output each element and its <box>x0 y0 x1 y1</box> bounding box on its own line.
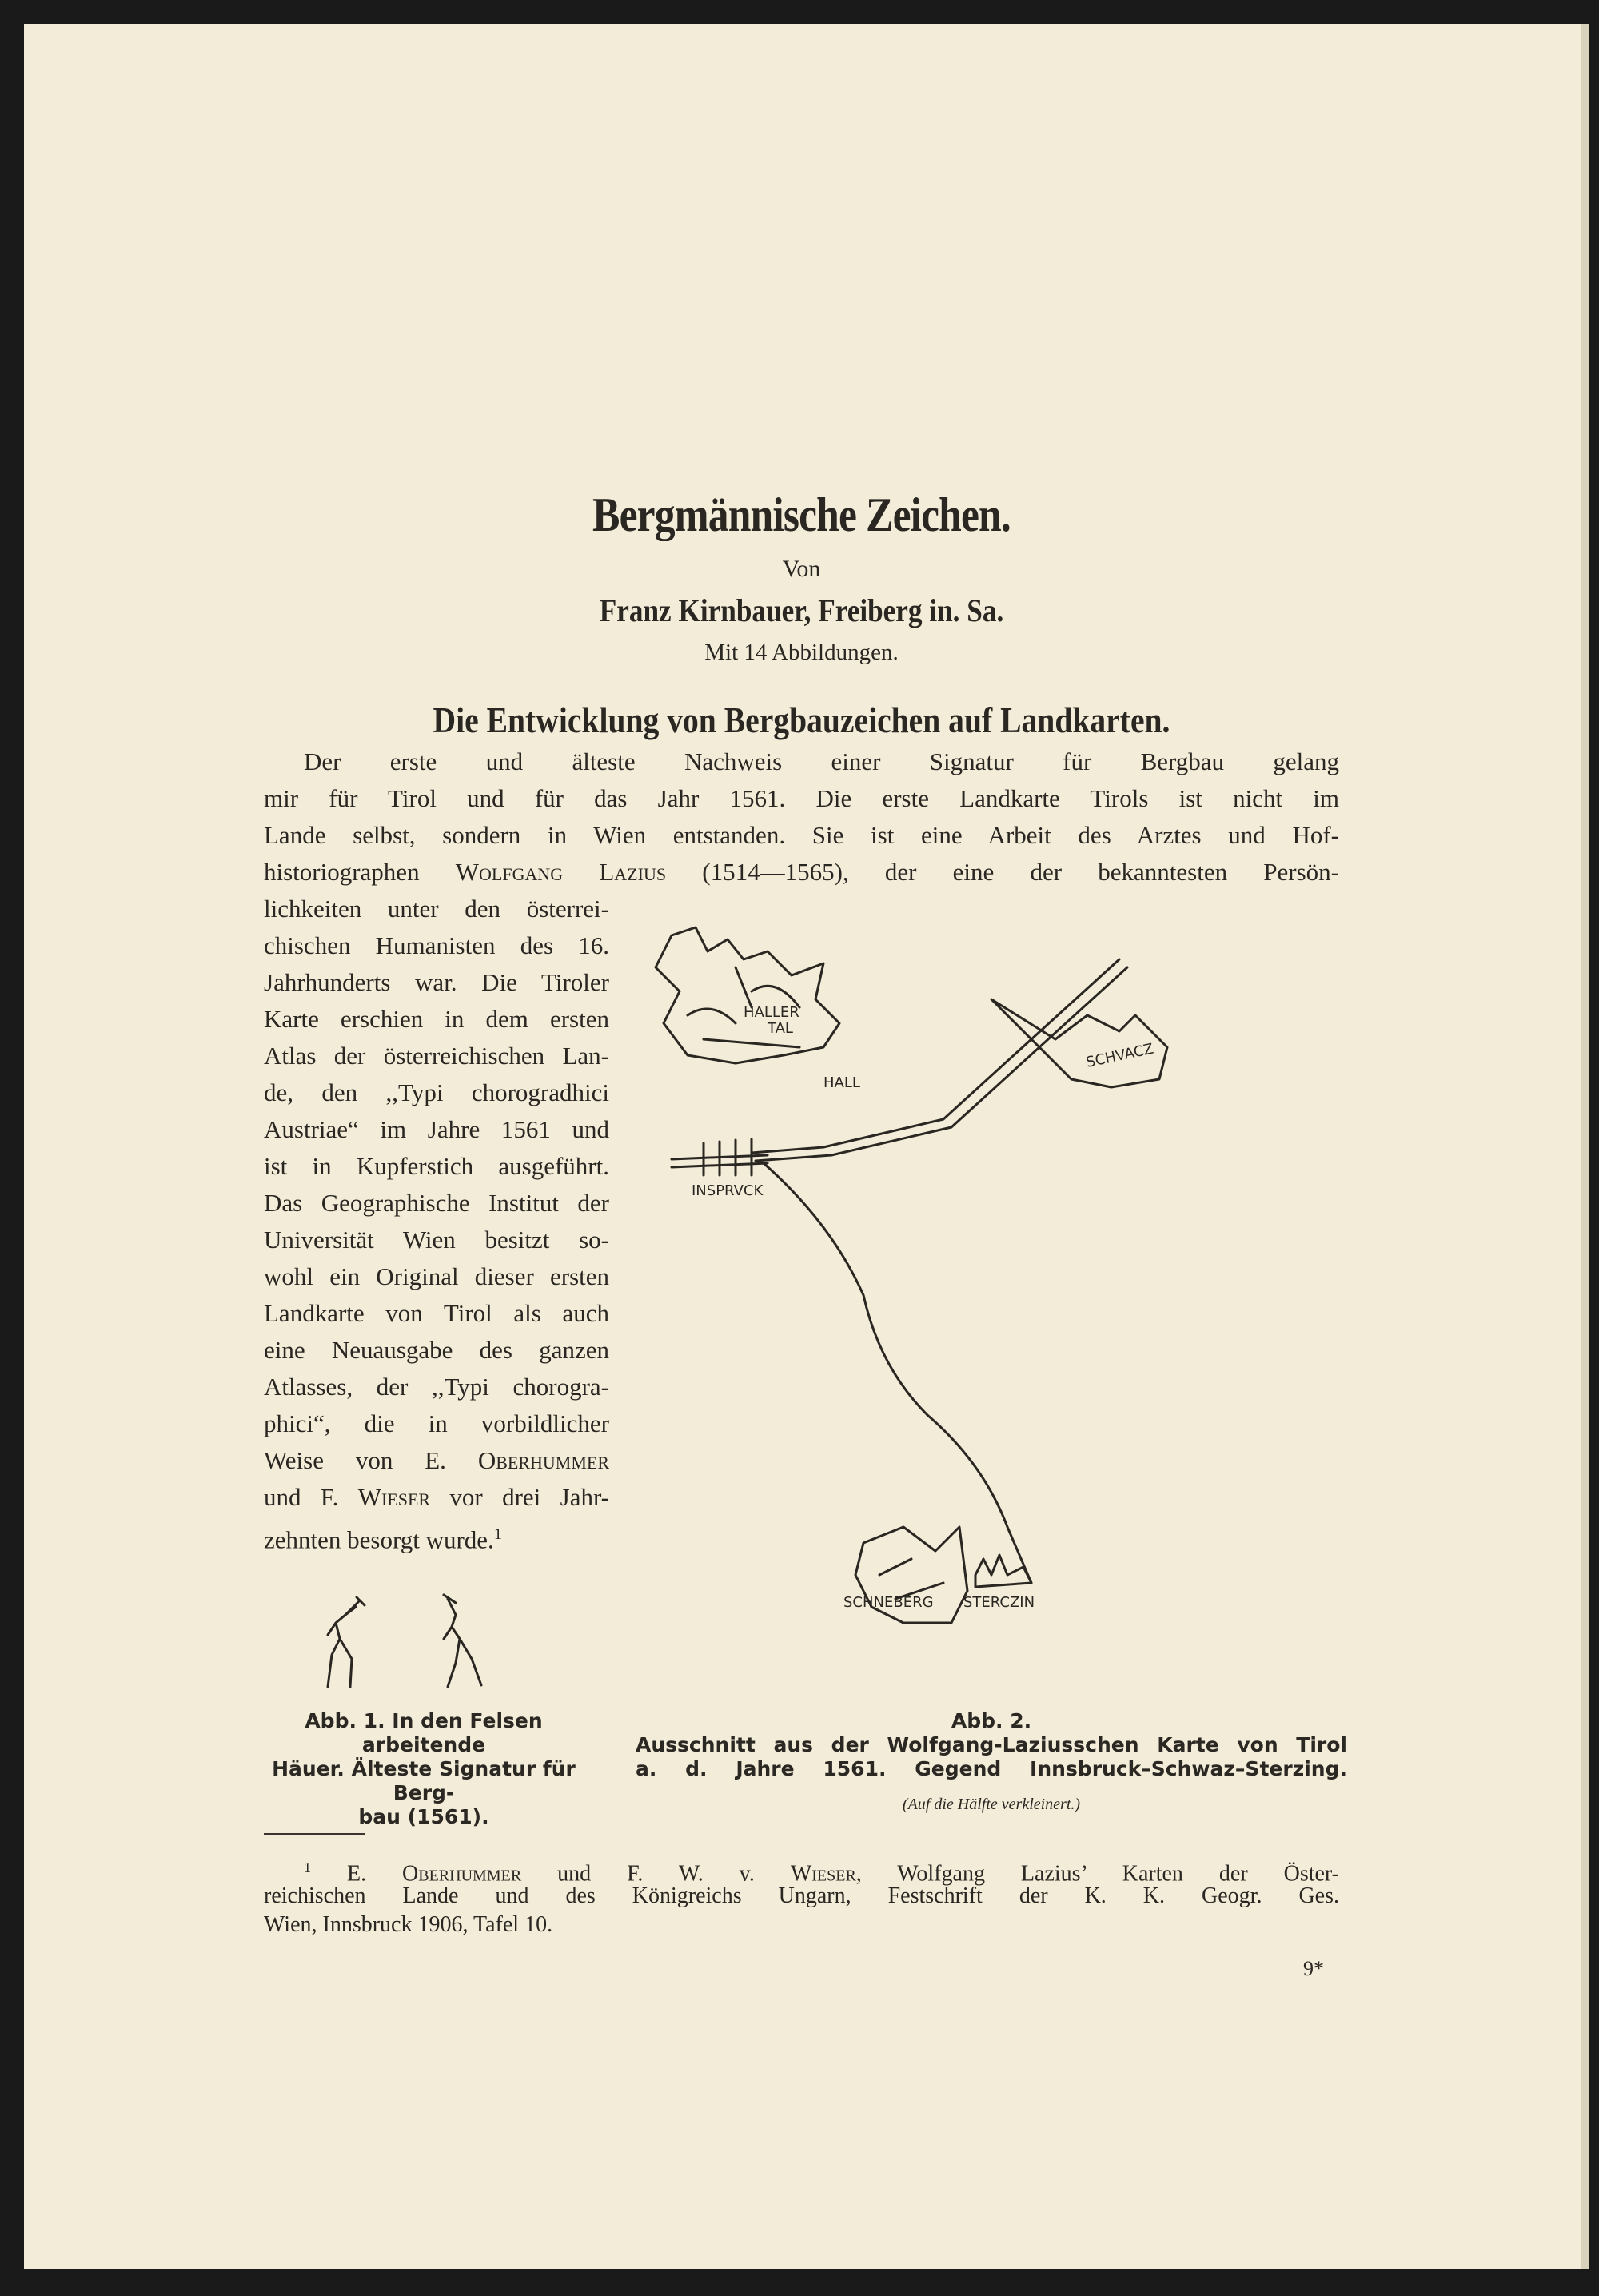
map-label-innsbruck: INSPRVCK <box>692 1182 764 1199</box>
body-line: phici“, die in vorbildlicher <box>264 1409 609 1437</box>
figure-2-scale-note: (Auf die Hälfte verkleinert.) <box>902 1796 1081 1813</box>
body-line: Jahrhunderts war. Die Tiroler <box>264 968 609 996</box>
body-line: Landkarte von Tirol als auch <box>264 1299 609 1327</box>
body-full-width <box>264 743 1339 891</box>
map-label-schneeberg: SCHNEBERG <box>843 1594 934 1611</box>
figures-note: Mit 14 Abbildungen. <box>704 640 899 665</box>
body-line: Atlasses, der ,,Typi chorogra- <box>264 1373 609 1401</box>
caption-label: Abb. 2. <box>951 1709 1032 1732</box>
figure-1-caption <box>240 1709 608 1829</box>
author: Franz Kirnbauer, Freiberg in. Sa. <box>599 592 1004 628</box>
caption-line: Ausschnitt aus der Wolfgang-Laziusschen Karte von Tirol <box>636 1733 1347 1756</box>
figure-1-miners-drawing <box>296 1591 520 1695</box>
body-line: lichkeiten unter den österrei- <box>264 895 609 923</box>
article-title: Bergmännische Zeichen. <box>592 488 1011 541</box>
map-label-haller: HALLER <box>744 1004 800 1021</box>
text: historiographen <box>264 858 456 886</box>
text: zehnten besorgt wurde. <box>264 1525 494 1554</box>
text: Weise von E. <box>264 1446 478 1474</box>
person-name: Wieser <box>357 1483 431 1511</box>
text: E. <box>346 1861 403 1887</box>
person-name: Wieser <box>790 1861 856 1887</box>
map-label-hall: HALL <box>823 1074 860 1091</box>
person-name: Oberhummer <box>477 1446 609 1474</box>
body-line: Universität Wien besitzt so- <box>264 1226 609 1254</box>
caption-line: Häuer. Älteste Signatur für Berg- <box>272 1757 576 1804</box>
body-line: chischen Humanisten des 16. <box>264 931 609 959</box>
footnote-line: reichischen Lande und des Königreichs Ungarn, Festschrift der K. K. Geogr. Ges. <box>264 1883 1339 1908</box>
body-line: de, den ,,Typi chorogradhici <box>264 1078 609 1106</box>
text: vor drei Jahr- <box>430 1483 609 1511</box>
figure-2-map-drawing <box>640 919 1351 1655</box>
text: (1514—1565), der eine der bekanntesten Persön- <box>666 858 1340 886</box>
page-number: 9* <box>1303 1957 1324 1980</box>
text: und F. W. v. <box>521 1861 791 1887</box>
body-line <box>264 1516 609 1553</box>
person-name: Oberhummer <box>402 1861 522 1887</box>
caption-line: bau (1561). <box>358 1805 489 1828</box>
body-line: Lande selbst, sondern in Wien entstanden. Sie ist eine Arbeit des Arztes und Hof- <box>264 821 1339 849</box>
section-heading: Die Entwicklung von Bergbauzeichen auf Landkarten. <box>433 700 1170 740</box>
body-line: eine Neuausgabe des ganzen <box>264 1336 609 1364</box>
footnote-ref[interactable]: 1 <box>493 1525 502 1543</box>
footnote-line: Wien, Innsbruck 1906, Tafel 10. <box>264 1912 553 1937</box>
text: , Wolfgang Lazius’ Karten der Öster- <box>855 1861 1340 1887</box>
footnote <box>264 1853 1339 1939</box>
map-label-sterzing: STERCZIN <box>963 1594 1035 1611</box>
body-line <box>264 1479 609 1516</box>
body-line <box>264 1442 609 1479</box>
body-line: Karte erschien in dem ersten <box>264 1005 609 1033</box>
body-line: Der erste und älteste Nachweis einer Signatur für Bergbau gelang <box>304 747 1339 775</box>
footnote-marker: 1 <box>304 1860 311 1875</box>
person-name: Wolfgang Lazius <box>455 858 667 886</box>
body-line: ist in Kupferstich ausgeführt. <box>264 1152 609 1180</box>
page-edge <box>1581 24 1589 2269</box>
footnote-rule <box>264 1833 365 1835</box>
body-line: Atlas der österreichischen Lan- <box>264 1042 609 1070</box>
map-label-schwaz: SCHVACZ <box>1084 1040 1155 1071</box>
caption-line: a. d. Jahre 1561. Gegend Innsbruck–Schwaz–Sterzing. <box>636 1757 1347 1780</box>
caption-line: Abb. 1. In den Felsen arbeitende <box>305 1709 543 1756</box>
body-line: wohl ein Original dieser ersten <box>264 1262 609 1290</box>
byline-von: Von <box>782 556 821 582</box>
map-label-tal: TAL <box>768 1020 793 1037</box>
text: und F. <box>264 1483 358 1511</box>
body-line: Das Geographische Institut der <box>264 1189 609 1217</box>
footnote-line <box>264 1853 1340 1887</box>
body-line: mir für Tirol und für das Jahr 1561. Die erste Landkarte Tirols ist nicht im <box>264 784 1339 812</box>
body-column <box>264 891 609 1553</box>
figure-2-caption <box>636 1709 1347 1781</box>
body-line <box>264 854 1339 891</box>
body-line: Austriae“ im Jahre 1561 und <box>264 1115 609 1143</box>
